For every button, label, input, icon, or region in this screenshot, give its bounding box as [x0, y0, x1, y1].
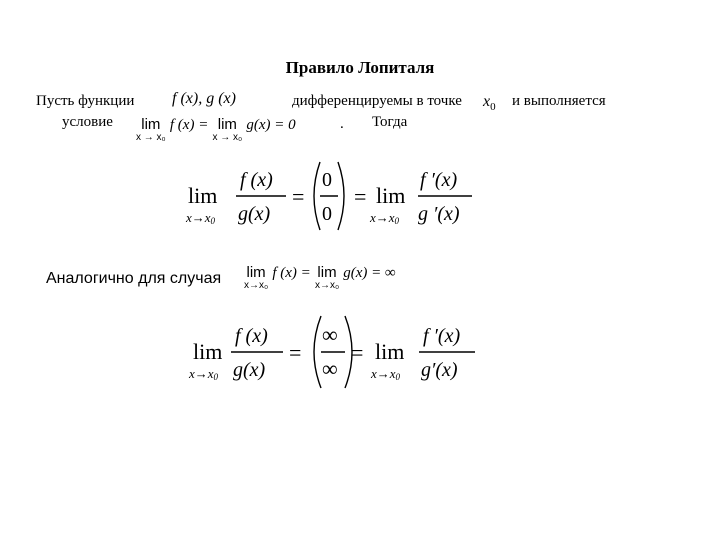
case2-condition: [244, 264, 396, 291]
intro-text-differentiable: дифференцируемы в точке: [292, 93, 462, 109]
formula2-denominator: g(x): [233, 359, 266, 381]
case2-lim-2: lim x→x₀: [314, 264, 340, 291]
formula2-lim: lim: [193, 339, 223, 364]
formula2-denominator-prime: g′(x): [421, 359, 458, 381]
formula1-top-zero: 0: [322, 169, 332, 191]
point-symbol: x: [483, 93, 491, 110]
formula1-lim-sub: x→x0: [186, 210, 216, 226]
intro-text-let: Пусть функции: [36, 93, 135, 109]
formula1-numerator-prime: f ′(x): [420, 169, 458, 191]
formula2-equals-1: =: [289, 340, 302, 365]
formula1-left-paren: [314, 162, 320, 230]
intro-text-then: Тогда: [372, 114, 408, 130]
case2-lim-1-sub: x→x₀: [244, 280, 269, 291]
condition-lim-1: lim x → x₀: [136, 116, 166, 143]
condition-lim-2-sub: x → x₀: [212, 132, 243, 143]
case2-label: Аналогично для случая: [46, 270, 222, 287]
formula2-top-infinity: ∞: [322, 322, 338, 347]
formula2-lim-sub: x→x0: [189, 366, 219, 382]
point-subscript: 0: [490, 101, 496, 114]
condition-f: f (x) =: [169, 117, 209, 133]
formula1-lim-2: lim: [376, 183, 406, 208]
condition-dot: .: [340, 116, 344, 132]
formula2-left-paren: [314, 316, 321, 388]
case2-lim-2-sub: x→x₀: [314, 280, 340, 291]
formula-zero-over-zero: [180, 158, 480, 238]
formula1-equals-1: =: [292, 184, 305, 209]
case2-g: g(x) = ∞: [343, 265, 396, 281]
condition-lim-1-sub: x → x₀: [136, 132, 166, 143]
formula1-bottom-zero: 0: [322, 203, 332, 225]
formula1-numerator: f (x): [240, 169, 273, 191]
page-title: Правило Лопиталя: [285, 58, 435, 77]
formula1-denominator: g(x): [238, 203, 271, 225]
formula1-lim-2-sub: x→x0: [370, 210, 400, 226]
formula2-numerator-prime: f ′(x): [423, 325, 461, 347]
condition-lim-2: lim x → x₀: [212, 116, 243, 143]
formula1-right-paren: [338, 162, 344, 230]
formula2-lim-2: lim: [375, 339, 405, 364]
case2-lim-1: lim x→x₀: [244, 264, 269, 291]
intro-functions: f (x), g (x): [172, 90, 236, 107]
formula2-equals-2: =: [351, 340, 364, 365]
condition-formula: [136, 116, 296, 143]
formula1-equals-2: =: [354, 184, 367, 209]
formula2-lim-2-sub: x→x0: [371, 366, 401, 382]
case2-f: f (x) =: [272, 265, 311, 281]
formula2-bottom-infinity: ∞: [322, 356, 338, 381]
formula2-numerator: f (x): [235, 325, 268, 347]
formula1-denominator-prime: g ′(x): [418, 203, 460, 225]
formula1-lim: lim: [188, 183, 218, 208]
intro-point: [483, 93, 496, 113]
intro-text-holds: и выполняется: [512, 93, 606, 109]
formula-infinity-over-infinity: [185, 312, 485, 392]
intro-text-condition: условие: [62, 114, 113, 130]
condition-g: g(x) = 0: [246, 117, 296, 133]
